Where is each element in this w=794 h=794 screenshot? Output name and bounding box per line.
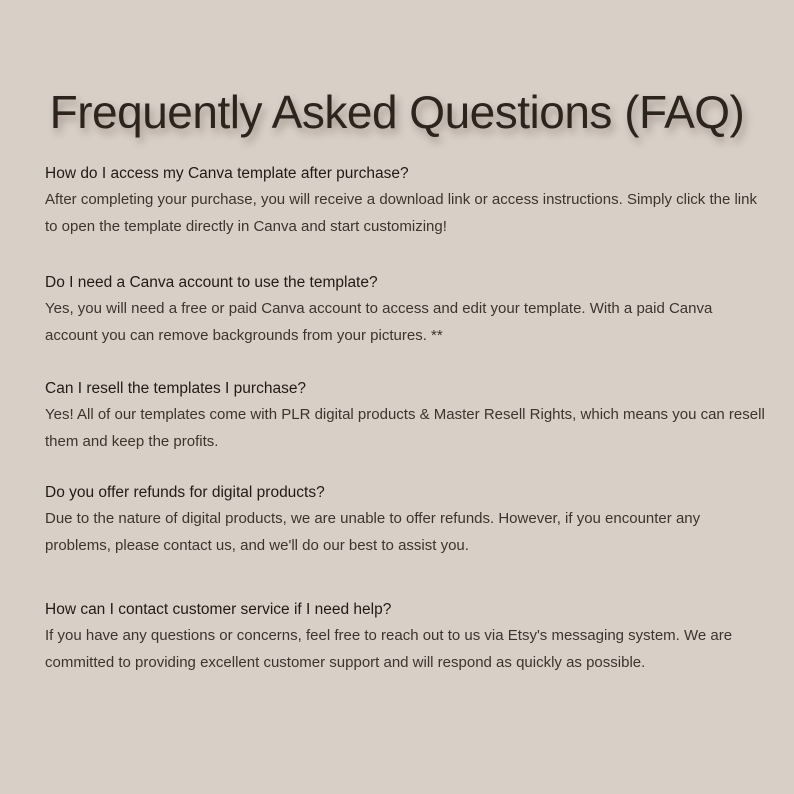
faq-item [45, 270, 755, 349]
faq-answer: If you have any questions or concerns, feel free to reach out to us via Etsy's messaging system. We are committed to providing excellent customer support and will respond as quickly as possible. [45, 627, 733, 671]
faq-question: Do I need a Canva account to use the template? [45, 274, 378, 291]
faq-item [45, 597, 755, 676]
faq-answer: Due to the nature of digital products, we are unable to offer refunds. However, if you encounter any problems, please contact us, and we'll do our best to assist you. [45, 510, 701, 554]
page-title: Frequently Asked Questions (FAQ) [49, 85, 745, 138]
faq-question: How can I contact customer service if I need help? [45, 601, 392, 618]
faq-item [45, 480, 755, 559]
faq-answer: After completing your purchase, you will receive a download link or access instructions. Simply click the link to open the template directly in Canva and start customizing! [45, 191, 757, 235]
faq-question: Do you offer refunds for digital products? [45, 484, 325, 501]
faq-answer: Yes, you will need a free or paid Canva account to access and edit your template. With a paid Canva account you can remove backgrounds from your pictures. ** [45, 300, 713, 344]
faq-item [45, 161, 755, 240]
faq-question: Can I resell the templates I purchase? [45, 380, 307, 397]
faq-answer: Yes! All of our templates come with PLR digital products & Master Resell Rights, which means you can resell them and keep the profits. [45, 406, 765, 450]
faq-item [45, 376, 765, 455]
faq-question: How do I access my Canva template after purchase? [45, 165, 409, 182]
